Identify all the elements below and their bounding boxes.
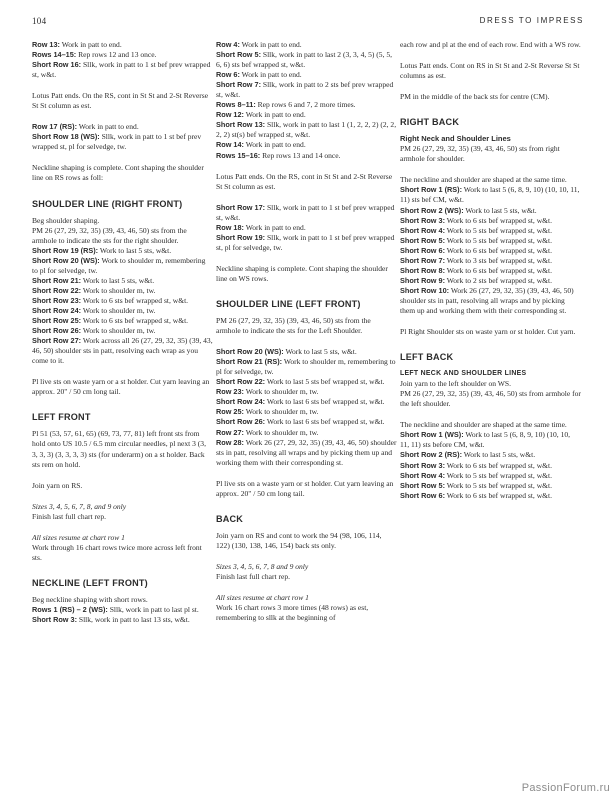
row-instruction: Work in patt to end. [243, 110, 306, 120]
row-instruction: Work to last 5 sts, w&t. [463, 205, 537, 215]
row-label: Row 27: [216, 427, 244, 437]
row-label: Short Row 7: [216, 80, 261, 90]
row-label: Short Row 23: [32, 295, 82, 305]
row-instruction: Work to last 5 sts, w&t. [98, 245, 172, 255]
row-instruction: Work to shoulder m, tw. [243, 387, 319, 397]
row-instruction: Work to 5 sts bef wrapped st, w&t. [445, 235, 552, 245]
row-instruction: Work to last 5 sts, w&t. [81, 275, 155, 285]
instruction-row [32, 60, 213, 80]
row-label: Rows 15–16: [216, 150, 261, 160]
instruction-row [216, 428, 397, 438]
paragraph-text: PM in the middle of the back sts for centre (CM). [400, 92, 550, 102]
row-label: Row 25: [216, 407, 244, 417]
subsection-heading: Right Neck and Shoulder Lines [400, 134, 511, 144]
paragraph-text: PM 26 (27, 29, 32, 35) (39, 43, 46, 50) sts from right armhole for shoulder. [400, 144, 560, 164]
paragraph-text: Join yarn on RS and cont to work the 94 (98, 106, 114, 122) (130, 138, 146, 154) back sts only. [216, 530, 382, 550]
paragraph-text: Finish last full chart rep. [216, 571, 290, 581]
paragraph-text: Beg neckline shaping with short rows. [32, 594, 148, 604]
row-instruction: Work to 6 sts bef wrapped st, w&t. [445, 215, 552, 225]
paragraph [32, 502, 213, 522]
subsection-heading: LEFT NECK AND SHOULDER LINES [400, 370, 527, 378]
row-label: Short Row 4: [400, 470, 445, 480]
row-label: Short Row 2 (WS): [400, 205, 464, 215]
row-label: Short Row 5: [216, 50, 261, 60]
section-heading: LEFT FRONT [32, 412, 91, 423]
paragraph [216, 593, 397, 623]
row-label: Short Row 20 (WS): [32, 255, 100, 265]
section-heading: NECKLINE (LEFT FRONT) [32, 577, 148, 588]
paragraph-text: Join yarn to the left shoulder on WS. [400, 379, 511, 389]
instruction-row [400, 471, 581, 481]
instruction-row [216, 50, 397, 70]
row-instruction: Sllk, work in patt to 1 st bef prev wrapped st, w&t. [216, 202, 395, 222]
paragraph-text: Pl live sts on waste yarn or a st holder. Cut yarn leaving an approx. 20" / 50 cm long tail. [32, 377, 210, 397]
row-instruction: Work to 5 sts bef wrapped st, w&t. [445, 480, 552, 490]
row-instruction: Rep rows 12 and 13 once. [76, 50, 157, 60]
instruction-row [216, 233, 397, 253]
paragraph-text: each row and pl at the end of each row. End with a WS row. [400, 40, 581, 49]
row-label: Short Row 1 (WS): [400, 430, 464, 440]
paragraph-text: Beg shoulder shaping. [32, 215, 100, 225]
instruction-row [400, 216, 581, 226]
paragraph-text: Work through 16 chart rows twice more across left front sts. [32, 542, 202, 562]
row-label: Short Row 17: [216, 202, 266, 212]
instruction-row [32, 306, 213, 316]
row-label: Short Row 3: [400, 460, 445, 470]
instruction-row [216, 100, 397, 110]
instruction-row [32, 246, 213, 256]
instruction-row [32, 40, 213, 50]
row-instruction: Work across all 26 (27, 29, 32, 35) (39, 43, 46, 50) shoulder sts in patt, resolving each wrap as you come to it. [32, 336, 213, 366]
instruction-row [216, 203, 397, 223]
paragraph [400, 420, 581, 430]
instruction-row [216, 407, 397, 417]
row-instruction: Work to shoulder m, remembering to pl for selvedge, tw. [32, 255, 206, 275]
instruction-row [400, 246, 581, 256]
row-label: Short Row 13: [216, 120, 266, 130]
row-instruction: Work to shoulder m, tw. [243, 427, 319, 437]
row-instruction: Sllk, work in patt to last 1 (1, 2, 2, 2) (2, 2, 2, 2) st(s) bef wrapped st, w&t. [216, 120, 397, 140]
running-title: DRESS TO IMPRESS [479, 16, 584, 25]
instruction-row [216, 397, 397, 407]
row-instruction: Work to 3 sts bef wrapped st, w&t. [445, 255, 552, 265]
row-instruction: Sllk, work in patt to last 2 (3, 3, 4, 5) (5, 5, 6, 6) sts bef wrapped st, w&t. [216, 50, 393, 70]
row-label: Short Row 8: [400, 265, 445, 275]
row-label: Short Row 6: [400, 245, 445, 255]
row-label: Rows 14–15: [32, 50, 77, 60]
instruction-row [400, 236, 581, 246]
paragraph [32, 226, 213, 246]
row-instruction: Work in patt to end. [59, 40, 122, 49]
row-instruction: Rep rows 13 and 14 once. [260, 150, 341, 160]
row-instruction: Work to last 6 sts bef wrapped st, w&t. [265, 417, 385, 427]
column-middle [216, 40, 397, 634]
row-instruction: Work to shoulder m, tw. [81, 305, 156, 315]
instruction-row [32, 132, 213, 152]
instruction-row [32, 316, 213, 326]
watermark: PassionForum.ru [521, 782, 610, 794]
instruction-row [216, 70, 397, 80]
paragraph-text: Neckline shaping is complete. Cont shaping the shoulder line on WS rows. [216, 263, 388, 283]
row-instruction: Work in patt to end. [243, 140, 306, 150]
instruction-row [400, 481, 581, 491]
section-heading: RIGHT BACK [400, 117, 460, 128]
paragraph-text: PM 26 (27, 29, 32, 35) (39, 43, 46, 50) sts from armhole for the left shoulder. [400, 389, 581, 409]
instruction-row [32, 336, 213, 366]
instruction-row [400, 185, 581, 205]
paragraph [216, 479, 397, 499]
section-heading: BACK [216, 513, 244, 524]
instruction-row [32, 122, 213, 132]
row-instruction: Work to 2 sts bef wrapped st, w&t. [445, 275, 552, 285]
row-instruction: Sllk, work in patt to last pl st. [107, 604, 199, 614]
instruction-row [400, 206, 581, 216]
instruction-row [32, 50, 213, 60]
instruction-row [400, 256, 581, 266]
paragraph-text: Join yarn on RS. [32, 480, 83, 490]
paragraph [216, 316, 397, 336]
row-label: Row 28: [216, 437, 244, 447]
instruction-row [216, 140, 397, 150]
paragraph [32, 595, 213, 605]
row-label: Rows 8–11: [216, 100, 256, 110]
paragraph-text: Work 16 chart rows 3 more times (48 rows) as est, remembering to sllk at the beginning of [216, 603, 369, 623]
instruction-row [216, 40, 397, 50]
instruction-row [216, 347, 397, 357]
row-label: Short Row 21: [32, 275, 82, 285]
paragraph [32, 91, 213, 111]
row-instruction: Work to last 5 sts, w&t. [283, 347, 357, 357]
paragraph-text: Pl 51 (53, 57, 61, 65) (69, 73, 77, 81) left front sts from hold onto US 10.5 / 6.5 mm circular needles, pl next 3 (3, 3, 3, 3) (3, 3, 3, 3) sts (for underarm) on a st holder. Back sts rem on hold. [32, 429, 206, 469]
instruction-row [216, 438, 397, 468]
section-heading: SHOULDER LINE (LEFT FRONT) [216, 298, 361, 309]
instruction-row [400, 226, 581, 236]
row-instruction: Sllk, work in patt to last 13 sts, w&t. [77, 615, 190, 625]
row-label: Short Row 26: [216, 417, 266, 427]
paragraph [400, 327, 581, 337]
row-instruction: Work to 6 sts bef wrapped st, w&t. [445, 490, 552, 500]
row-label: Row 12: [216, 110, 244, 120]
paragraph-text: Lotus Patt ends. On the RS, cont in St St and 2-St Reverse St St column as est. [216, 171, 393, 191]
instruction-row [32, 276, 213, 286]
row-instruction: Work in patt to end. [243, 222, 306, 232]
paragraph-text: Lotus Patt ends. Cont on RS in St St and 2-St Reverse St St columns as est. [400, 61, 580, 81]
instruction-row [216, 357, 397, 377]
paragraph-text: The neckline and shoulder are shaped at the same time. [400, 175, 567, 185]
row-instruction: Work to shoulder m, tw. [81, 326, 156, 336]
row-instruction: Work to shoulder m, remembering to pl for selvedge, tw. [216, 357, 396, 377]
row-label: Row 14: [216, 140, 244, 150]
paragraph [216, 562, 397, 582]
row-label: Short Row 7: [400, 255, 445, 265]
column-right [400, 40, 581, 501]
row-label: Row 17 (RS): [32, 122, 77, 132]
size-note: Sizes 3, 4, 5, 6, 7, 8, and 9 only [32, 501, 127, 511]
row-label: Row 6: [216, 70, 240, 80]
instruction-row [32, 256, 213, 276]
paragraph [400, 389, 581, 409]
instruction-row [400, 450, 581, 460]
row-instruction: Work to 5 sts bef wrapped st, w&t. [445, 470, 552, 480]
row-instruction: Sllk, work in patt to 1 st bef prev wrapped st, pl for selvedge, tw. [32, 132, 202, 152]
paragraph [400, 175, 581, 185]
section-heading: LEFT BACK [400, 352, 454, 363]
row-label: Short Row 25: [32, 316, 82, 326]
section-heading: SHOULDER LINE (RIGHT FRONT) [32, 198, 183, 209]
row-label: Short Row 16: [32, 60, 82, 70]
row-instruction: Work to last 5 (6, 8, 9, 10) (10, 10, 11, 11) sts before CM, w&t. [400, 430, 571, 450]
paragraph-text: PM 26 (27, 29, 32, 35) (39, 43, 46, 50) sts from the armhole to indicate the sts for the right shoulder. [32, 225, 187, 245]
row-label: Short Row 21 (RS): [216, 357, 283, 367]
row-label: Short Row 5: [400, 480, 445, 490]
row-instruction: Work to last 6 sts bef wrapped st, w&t. [265, 397, 385, 407]
row-instruction: Work to shoulder m, tw. [243, 407, 319, 417]
row-instruction: Work to 6 sts bef wrapped st, w&t. [445, 245, 552, 255]
row-label: Short Row 3: [400, 215, 445, 225]
instruction-row [216, 120, 397, 140]
row-instruction: Work in patt to end. [239, 70, 302, 80]
row-instruction: Work to last 5 (6, 8, 9, 10) (10, 10, 11, 11) sts bef CM, w&t. [400, 185, 580, 205]
row-instruction: Work to last 5 sts, w&t. [462, 450, 536, 460]
instruction-row [216, 110, 397, 120]
paragraph [400, 61, 581, 81]
row-instruction: Work to shoulder m, tw. [81, 285, 156, 295]
row-instruction: Work 26 (27, 29, 32, 35) (39, 43, 46, 50) shoulder sts in patt, resolving all wraps and by picking them up and working them with their corresponding st. [216, 437, 397, 467]
paragraph [32, 429, 213, 469]
row-label: Short Row 19 (RS): [32, 245, 99, 255]
size-note: All sizes resume at chart row 1 [32, 532, 125, 542]
row-label: Short Row 24: [216, 397, 266, 407]
instruction-row [32, 296, 213, 306]
row-label: Row 4: [216, 40, 240, 49]
paragraph-text: PM 26 (27, 29, 32, 35) (39, 43, 46, 50) sts from the armhole to indicate the sts for the Left Shoulder. [216, 316, 371, 336]
instruction-row [32, 605, 213, 615]
paragraph [400, 379, 581, 389]
row-label: Short Row 22: [32, 285, 82, 295]
size-note: Sizes 3, 4, 5, 6, 7, 8 and 9 only [216, 561, 309, 571]
paragraph-text: Lotus Patt ends. On the RS, cont in St St and 2-St Reverse St St column as est. [32, 91, 209, 111]
row-instruction: Work to 6 sts bef wrapped st, w&t. [81, 316, 189, 326]
size-note: All sizes resume at chart row 1 [216, 593, 309, 603]
row-instruction: Sllk, work in patt to 1 st bef prev wrapped st, w&t. [32, 60, 211, 80]
paragraph-text: Pl Right Shoulder sts on waste yarn or st holder. Cut yarn. [400, 327, 576, 337]
row-label: Short Row 3: [32, 615, 77, 625]
paragraph [32, 216, 213, 226]
instruction-row [400, 276, 581, 286]
paragraph [216, 172, 397, 192]
instruction-row [32, 615, 213, 625]
instruction-row [216, 223, 397, 233]
paragraph-text: Neckline shaping is complete. Cont shaping the shoulder line on RS rows as foll: [32, 163, 204, 183]
row-instruction: Work in patt to end. [77, 122, 139, 132]
row-label: Short Row 5: [400, 235, 445, 245]
paragraph [32, 533, 213, 563]
row-label: Short Row 4: [400, 225, 445, 235]
row-label: Short Row 26: [32, 326, 82, 336]
instruction-row [32, 326, 213, 336]
instruction-row [216, 377, 397, 387]
paragraph-text: The neckline and shoulder are shaped at the same time. [400, 420, 567, 430]
paragraph [32, 377, 213, 397]
row-label: Short Row 27: [32, 336, 82, 346]
row-instruction: Work to 5 sts bef wrapped st, w&t. [445, 225, 552, 235]
column-left [32, 40, 213, 625]
row-label: Row 23: [216, 387, 244, 397]
instruction-row [216, 151, 397, 161]
instruction-row [216, 80, 397, 100]
page-number: 104 [32, 16, 47, 26]
row-instruction: Work to 6 sts bef wrapped st, w&t. [81, 295, 189, 305]
instruction-row [400, 461, 581, 471]
row-instruction: Work 26 (27, 29, 32, 35) (39, 43, 46, 50) shoulder sts in patt, resolving all wraps and by picking them up and working them with their corresponding st. [400, 285, 574, 315]
instruction-row [400, 266, 581, 276]
row-instruction: Rep rows 6 and 7, 2 more times. [255, 100, 356, 110]
row-instruction: Work in patt to end. [239, 40, 302, 49]
instruction-row [32, 286, 213, 296]
row-instruction: Work to 6 sts bef wrapped st, w&t. [445, 265, 552, 275]
row-label: Short Row 2 (RS): [400, 450, 463, 460]
paragraph [216, 531, 397, 551]
paragraph [400, 92, 581, 102]
row-instruction: Work to last 5 sts bef wrapped st, w&t. [265, 377, 385, 387]
paragraph [400, 144, 581, 164]
row-instruction: Sllk, work in patt to 2 sts bef prev wrapped st, w&t. [216, 80, 394, 100]
row-label: Short Row 22: [216, 377, 266, 387]
row-label: Short Row 19: [216, 232, 266, 242]
instruction-row [400, 286, 581, 316]
row-label: Short Row 6: [400, 490, 445, 500]
row-label: Short Row 1 (RS): [400, 185, 463, 195]
row-label: Row 18: [216, 222, 244, 232]
row-label: Rows 1 (RS) – 2 (WS): [32, 604, 108, 614]
instruction-row [400, 430, 581, 450]
paragraph-text: Pl live sts on a waste yarn or st holder. Cut yarn leaving an approx. 20" / 50 cm long tail. [216, 478, 394, 498]
row-label: Short Row 9: [400, 275, 445, 285]
paragraph-text: Finish last full chart rep. [32, 511, 106, 521]
paragraph [400, 40, 581, 50]
row-instruction: Work to 6 sts bef wrapped st, w&t. [445, 460, 552, 470]
row-label: Short Row 10: [400, 285, 450, 295]
paragraph [32, 163, 213, 183]
paragraph [32, 481, 213, 491]
instruction-row [216, 387, 397, 397]
row-instruction: Sllk, work in patt to 1 st bef prev wrapped st, pl for selvedge, tw. [216, 232, 395, 252]
row-label: Short Row 24: [32, 305, 82, 315]
instruction-row [216, 417, 397, 427]
row-label: Row 13: [32, 40, 60, 49]
instruction-row [400, 491, 581, 501]
page-header [32, 16, 584, 30]
row-label: Short Row 18 (WS): [32, 132, 100, 142]
paragraph [216, 264, 397, 284]
row-label: Short Row 20 (WS): [216, 347, 284, 357]
